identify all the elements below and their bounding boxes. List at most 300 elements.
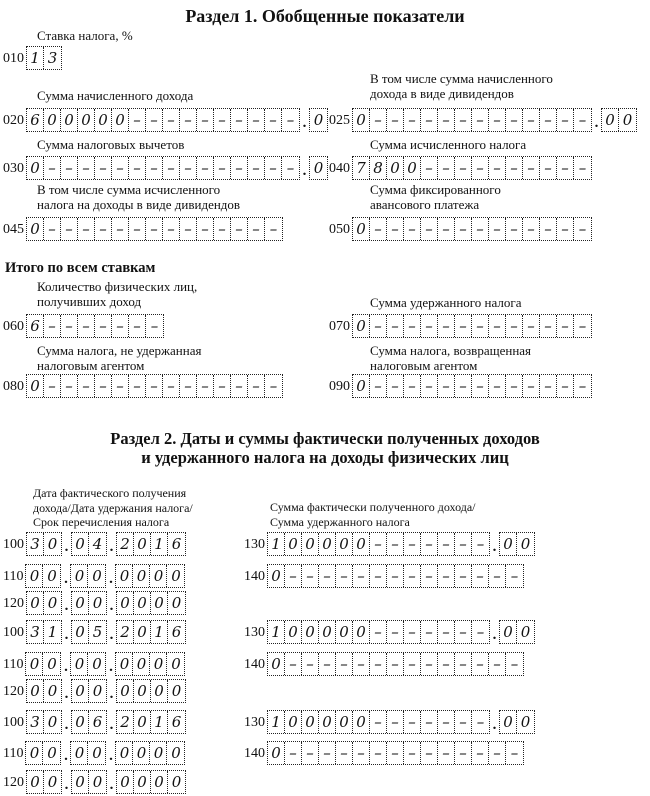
digit-cell[interactable]: 0 xyxy=(319,533,336,555)
digit-cell[interactable]: – xyxy=(231,375,248,397)
digit-cell[interactable]: 0 xyxy=(27,680,44,702)
digit-cell[interactable]: – xyxy=(146,375,163,397)
digit-cell[interactable]: – xyxy=(370,315,387,337)
digit-cell[interactable]: 0 xyxy=(336,621,353,643)
digit-cell[interactable]: 3 xyxy=(27,621,44,643)
digit-cell[interactable]: – xyxy=(44,375,61,397)
digit-cell[interactable]: 7 xyxy=(353,157,370,179)
digit-cell[interactable]: 0 xyxy=(27,375,44,397)
digit-cell[interactable]: 0 xyxy=(44,109,61,131)
digit-cell[interactable]: – xyxy=(472,565,489,587)
digit-cell[interactable]: – xyxy=(163,218,180,240)
digit-cell[interactable]: – xyxy=(370,565,387,587)
digit-cell[interactable]: – xyxy=(404,533,421,555)
digit-cell[interactable]: – xyxy=(129,218,146,240)
digit-cell[interactable]: – xyxy=(146,218,163,240)
digit-cell[interactable]: – xyxy=(455,533,472,555)
digit-cell[interactable]: 6 xyxy=(27,315,44,337)
digit-cell[interactable]: – xyxy=(112,375,129,397)
digit-cell[interactable]: – xyxy=(438,375,455,397)
digit-cell[interactable]: 0 xyxy=(171,567,181,585)
digit-cell[interactable]: – xyxy=(231,109,248,131)
digit-cell[interactable]: – xyxy=(557,109,574,131)
digit-cell[interactable]: – xyxy=(163,109,180,131)
digit-cell[interactable]: – xyxy=(370,711,387,733)
digit-cell[interactable]: – xyxy=(214,375,231,397)
digit-cell[interactable]: – xyxy=(285,742,302,764)
digit-cell[interactable]: – xyxy=(387,375,404,397)
digit-cell[interactable]: – xyxy=(353,653,370,675)
digit-cell[interactable]: – xyxy=(438,711,455,733)
digit-cell[interactable]: 2 xyxy=(117,533,134,555)
digit-cell[interactable]: 0 xyxy=(268,565,285,587)
digit-cell[interactable]: 0 xyxy=(500,621,517,643)
digit-cell[interactable]: – xyxy=(557,218,574,240)
digit-cell[interactable]: – xyxy=(387,742,404,764)
digit-cell[interactable]: 0 xyxy=(336,711,353,733)
digit-cell[interactable]: 0 xyxy=(520,713,531,731)
digit-cell[interactable]: 0 xyxy=(47,682,58,700)
digit-cell[interactable]: – xyxy=(557,375,574,397)
digit-cell[interactable]: – xyxy=(438,742,455,764)
digit-cell[interactable]: – xyxy=(370,218,387,240)
digit-cell[interactable]: 0 xyxy=(134,771,151,793)
digit-cell[interactable]: – xyxy=(540,315,557,337)
digit-cell[interactable]: 0 xyxy=(47,773,58,791)
digit-cell[interactable]: 0 xyxy=(319,711,336,733)
digit-cell[interactable]: – xyxy=(455,711,472,733)
digit-cell[interactable]: – xyxy=(404,742,421,764)
digit-cell[interactable]: – xyxy=(129,375,146,397)
digit-cell[interactable]: – xyxy=(578,159,587,177)
digit-cell[interactable]: 0 xyxy=(133,565,150,587)
digit-cell[interactable]: – xyxy=(319,565,336,587)
digit-cell[interactable]: – xyxy=(387,621,404,643)
digit-cell[interactable]: 0 xyxy=(319,621,336,643)
digit-cell[interactable]: 0 xyxy=(602,109,619,131)
digit-cell[interactable]: 0 xyxy=(150,565,167,587)
digit-cell[interactable]: 3 xyxy=(27,533,44,555)
digit-cell[interactable]: – xyxy=(421,565,438,587)
digit-cell[interactable]: 0 xyxy=(112,109,129,131)
digit-cell[interactable]: 0 xyxy=(268,742,285,764)
digit-cell[interactable]: 4 xyxy=(92,535,103,553)
digit-cell[interactable]: 0 xyxy=(622,111,633,129)
digit-cell[interactable]: – xyxy=(269,220,278,238)
digit-cell[interactable]: – xyxy=(302,742,319,764)
digit-cell[interactable]: – xyxy=(472,315,489,337)
digit-cell[interactable]: – xyxy=(523,375,540,397)
digit-cell[interactable]: – xyxy=(404,711,421,733)
digit-cell[interactable]: 0 xyxy=(27,771,44,793)
digit-cell[interactable]: – xyxy=(472,109,489,131)
digit-cell[interactable]: – xyxy=(387,653,404,675)
digit-cell[interactable]: 0 xyxy=(47,535,58,553)
digit-cell[interactable]: 0 xyxy=(285,621,302,643)
digit-cell[interactable]: 0 xyxy=(353,533,370,555)
digit-cell[interactable]: – xyxy=(387,109,404,131)
digit-cell[interactable]: – xyxy=(370,742,387,764)
digit-cell[interactable]: 0 xyxy=(27,592,44,614)
digit-cell[interactable]: – xyxy=(197,109,214,131)
digit-cell[interactable]: – xyxy=(95,315,112,337)
digit-cell[interactable]: – xyxy=(455,109,472,131)
digit-cell[interactable]: – xyxy=(421,653,438,675)
digit-cell[interactable]: – xyxy=(180,109,197,131)
digit-cell[interactable]: 0 xyxy=(92,567,102,585)
digit-cell[interactable]: – xyxy=(231,157,248,179)
digit-cell[interactable]: 6 xyxy=(27,109,44,131)
digit-cell[interactable]: – xyxy=(265,157,282,179)
digit-cell[interactable]: 0 xyxy=(72,533,89,555)
digit-cell[interactable]: – xyxy=(387,711,404,733)
digit-cell[interactable]: 0 xyxy=(151,680,168,702)
digit-cell[interactable]: – xyxy=(455,218,472,240)
digit-cell[interactable]: 0 xyxy=(134,711,151,733)
digit-cell[interactable]: – xyxy=(129,157,146,179)
digit-cell[interactable]: – xyxy=(557,157,574,179)
digit-cell[interactable]: 0 xyxy=(47,567,57,585)
digit-cell[interactable]: – xyxy=(472,742,489,764)
digit-cell[interactable]: 0 xyxy=(171,594,182,612)
digit-cell[interactable]: – xyxy=(506,109,523,131)
digit-cell[interactable]: 1 xyxy=(151,621,168,643)
digit-cell[interactable]: 0 xyxy=(47,713,58,731)
digit-cell[interactable]: – xyxy=(387,533,404,555)
digit-cell[interactable]: 0 xyxy=(520,623,531,641)
digit-cell[interactable]: – xyxy=(95,375,112,397)
digit-cell[interactable]: 0 xyxy=(171,655,181,673)
digit-cell[interactable]: 0 xyxy=(26,565,43,587)
digit-cell[interactable]: 1 xyxy=(268,621,285,643)
digit-cell[interactable]: – xyxy=(404,375,421,397)
digit-cell[interactable]: 0 xyxy=(72,621,89,643)
digit-cell[interactable]: – xyxy=(197,375,214,397)
digit-cell[interactable]: – xyxy=(438,653,455,675)
digit-cell[interactable]: 0 xyxy=(171,744,181,762)
digit-cell[interactable]: – xyxy=(112,315,129,337)
digit-cell[interactable]: 0 xyxy=(313,111,324,129)
digit-cell[interactable]: 0 xyxy=(268,653,285,675)
digit-cell[interactable]: 6 xyxy=(171,623,182,641)
digit-cell[interactable]: 0 xyxy=(500,533,517,555)
digit-cell[interactable]: 0 xyxy=(92,594,103,612)
digit-cell[interactable]: 0 xyxy=(71,565,88,587)
digit-cell[interactable]: 2 xyxy=(117,711,134,733)
digit-cell[interactable]: – xyxy=(146,109,163,131)
digit-cell[interactable]: – xyxy=(319,742,336,764)
digit-cell[interactable]: – xyxy=(438,218,455,240)
digit-cell[interactable]: – xyxy=(163,157,180,179)
digit-cell[interactable]: – xyxy=(489,375,506,397)
digit-cell[interactable]: – xyxy=(286,111,295,129)
digit-cell[interactable]: – xyxy=(353,742,370,764)
digit-cell[interactable]: 0 xyxy=(134,621,151,643)
digit-cell[interactable]: – xyxy=(421,218,438,240)
digit-cell[interactable]: – xyxy=(129,109,146,131)
digit-cell[interactable]: 0 xyxy=(116,565,133,587)
digit-cell[interactable]: 0 xyxy=(116,653,133,675)
digit-cell[interactable]: – xyxy=(146,157,163,179)
digit-cell[interactable]: – xyxy=(180,157,197,179)
digit-cell[interactable]: – xyxy=(265,109,282,131)
digit-cell[interactable]: – xyxy=(61,315,78,337)
digit-cell[interactable]: – xyxy=(129,315,146,337)
digit-cell[interactable]: – xyxy=(370,375,387,397)
digit-cell[interactable]: – xyxy=(95,218,112,240)
digit-cell[interactable]: – xyxy=(248,109,265,131)
digit-cell[interactable]: 1 xyxy=(268,533,285,555)
digit-cell[interactable]: – xyxy=(472,218,489,240)
digit-cell[interactable]: – xyxy=(510,655,519,673)
digit-cell[interactable]: – xyxy=(286,159,295,177)
digit-cell[interactable]: 0 xyxy=(117,680,134,702)
digit-cell[interactable]: – xyxy=(476,713,485,731)
digit-cell[interactable]: 0 xyxy=(171,682,182,700)
digit-cell[interactable]: – xyxy=(302,653,319,675)
digit-cell[interactable]: – xyxy=(248,375,265,397)
digit-cell[interactable]: – xyxy=(438,109,455,131)
digit-cell[interactable]: – xyxy=(285,565,302,587)
digit-cell[interactable]: – xyxy=(370,621,387,643)
digit-cell[interactable]: – xyxy=(421,711,438,733)
digit-cell[interactable]: – xyxy=(540,375,557,397)
digit-cell[interactable]: – xyxy=(78,218,95,240)
digit-cell[interactable]: 1 xyxy=(47,623,58,641)
digit-cell[interactable]: – xyxy=(421,109,438,131)
digit-cell[interactable]: – xyxy=(523,315,540,337)
digit-cell[interactable]: 0 xyxy=(117,771,134,793)
digit-cell[interactable]: – xyxy=(197,157,214,179)
digit-cell[interactable]: 5 xyxy=(92,623,103,641)
digit-cell[interactable]: – xyxy=(578,111,587,129)
digit-cell[interactable]: – xyxy=(455,157,472,179)
digit-cell[interactable]: – xyxy=(489,565,506,587)
digit-cell[interactable]: – xyxy=(269,377,278,395)
digit-cell[interactable]: – xyxy=(472,653,489,675)
digit-cell[interactable]: – xyxy=(438,157,455,179)
digit-cell[interactable]: – xyxy=(489,742,506,764)
digit-cell[interactable]: – xyxy=(578,317,587,335)
digit-cell[interactable]: – xyxy=(472,157,489,179)
digit-cell[interactable]: – xyxy=(44,157,61,179)
digit-cell[interactable]: 0 xyxy=(116,742,133,764)
digit-cell[interactable]: 0 xyxy=(72,711,89,733)
digit-cell[interactable]: – xyxy=(404,565,421,587)
digit-cell[interactable]: – xyxy=(197,218,214,240)
digit-cell[interactable]: 0 xyxy=(520,535,531,553)
digit-cell[interactable]: 0 xyxy=(404,157,421,179)
digit-cell[interactable]: 0 xyxy=(285,711,302,733)
digit-cell[interactable]: – xyxy=(248,157,265,179)
digit-cell[interactable]: 0 xyxy=(72,680,89,702)
digit-cell[interactable]: – xyxy=(353,565,370,587)
digit-cell[interactable]: 0 xyxy=(61,109,78,131)
digit-cell[interactable]: – xyxy=(523,109,540,131)
digit-cell[interactable]: 0 xyxy=(47,744,57,762)
digit-cell[interactable]: 6 xyxy=(171,535,182,553)
digit-cell[interactable]: – xyxy=(506,218,523,240)
digit-cell[interactable]: – xyxy=(455,742,472,764)
digit-cell[interactable]: – xyxy=(387,315,404,337)
digit-cell[interactable]: – xyxy=(489,315,506,337)
digit-cell[interactable]: – xyxy=(319,653,336,675)
digit-cell[interactable]: 0 xyxy=(92,682,103,700)
digit-cell[interactable]: – xyxy=(455,375,472,397)
digit-cell[interactable]: – xyxy=(510,567,519,585)
digit-cell[interactable]: – xyxy=(231,218,248,240)
digit-cell[interactable]: 0 xyxy=(171,773,182,791)
digit-cell[interactable]: 0 xyxy=(285,533,302,555)
digit-cell[interactable]: – xyxy=(510,744,519,762)
digit-cell[interactable]: – xyxy=(78,315,95,337)
digit-cell[interactable]: – xyxy=(78,375,95,397)
digit-cell[interactable]: – xyxy=(506,157,523,179)
digit-cell[interactable]: 0 xyxy=(117,592,134,614)
digit-cell[interactable]: – xyxy=(476,623,485,641)
digit-cell[interactable]: 0 xyxy=(92,744,102,762)
digit-cell[interactable]: 0 xyxy=(72,771,89,793)
digit-cell[interactable]: 0 xyxy=(72,592,89,614)
digit-cell[interactable]: 1 xyxy=(27,47,44,69)
digit-cell[interactable]: 0 xyxy=(95,109,112,131)
digit-cell[interactable]: – xyxy=(540,218,557,240)
digit-cell[interactable]: – xyxy=(404,315,421,337)
digit-cell[interactable]: – xyxy=(421,621,438,643)
digit-cell[interactable]: 1 xyxy=(268,711,285,733)
digit-cell[interactable]: – xyxy=(404,653,421,675)
digit-cell[interactable]: 0 xyxy=(47,594,58,612)
digit-cell[interactable]: 3 xyxy=(27,711,44,733)
digit-cell[interactable]: 0 xyxy=(336,533,353,555)
digit-cell[interactable]: – xyxy=(455,621,472,643)
digit-cell[interactable]: – xyxy=(421,533,438,555)
digit-cell[interactable]: 0 xyxy=(353,375,370,397)
digit-cell[interactable]: – xyxy=(180,375,197,397)
digit-cell[interactable]: – xyxy=(285,653,302,675)
digit-cell[interactable]: 1 xyxy=(151,533,168,555)
digit-cell[interactable]: – xyxy=(455,315,472,337)
digit-cell[interactable]: 0 xyxy=(353,218,370,240)
digit-cell[interactable]: 0 xyxy=(26,653,43,675)
digit-cell[interactable]: 0 xyxy=(134,680,151,702)
digit-cell[interactable]: – xyxy=(370,533,387,555)
digit-cell[interactable]: 0 xyxy=(92,773,103,791)
digit-cell[interactable]: – xyxy=(523,218,540,240)
digit-cell[interactable]: 0 xyxy=(353,315,370,337)
digit-cell[interactable]: – xyxy=(489,653,506,675)
digit-cell[interactable]: 0 xyxy=(26,742,43,764)
digit-cell[interactable]: 0 xyxy=(133,742,150,764)
digit-cell[interactable]: – xyxy=(455,653,472,675)
digit-cell[interactable]: – xyxy=(476,535,485,553)
digit-cell[interactable]: – xyxy=(506,315,523,337)
digit-cell[interactable]: 0 xyxy=(353,621,370,643)
digit-cell[interactable]: – xyxy=(489,218,506,240)
digit-cell[interactable]: 0 xyxy=(151,592,168,614)
digit-cell[interactable]: 0 xyxy=(134,592,151,614)
digit-cell[interactable]: – xyxy=(78,157,95,179)
digit-cell[interactable]: – xyxy=(404,109,421,131)
digit-cell[interactable]: 6 xyxy=(171,713,182,731)
digit-cell[interactable]: – xyxy=(302,565,319,587)
digit-cell[interactable]: 6 xyxy=(92,713,103,731)
digit-cell[interactable]: – xyxy=(61,218,78,240)
digit-cell[interactable]: – xyxy=(540,109,557,131)
digit-cell[interactable]: 0 xyxy=(71,653,88,675)
digit-cell[interactable]: – xyxy=(370,653,387,675)
digit-cell[interactable]: – xyxy=(578,377,587,395)
digit-cell[interactable]: – xyxy=(44,218,61,240)
digit-cell[interactable]: 0 xyxy=(353,711,370,733)
digit-cell[interactable]: – xyxy=(578,220,587,238)
digit-cell[interactable]: – xyxy=(112,157,129,179)
digit-cell[interactable]: – xyxy=(150,317,159,335)
digit-cell[interactable]: – xyxy=(387,218,404,240)
digit-cell[interactable]: 3 xyxy=(47,49,58,67)
digit-cell[interactable]: – xyxy=(61,375,78,397)
digit-cell[interactable]: – xyxy=(421,375,438,397)
digit-cell[interactable]: – xyxy=(523,157,540,179)
digit-cell[interactable]: – xyxy=(438,565,455,587)
digit-cell[interactable]: – xyxy=(455,565,472,587)
digit-cell[interactable]: – xyxy=(489,157,506,179)
digit-cell[interactable]: 0 xyxy=(78,109,95,131)
digit-cell[interactable]: 0 xyxy=(387,157,404,179)
digit-cell[interactable]: – xyxy=(112,218,129,240)
digit-cell[interactable]: – xyxy=(404,218,421,240)
digit-cell[interactable]: – xyxy=(44,315,61,337)
digit-cell[interactable]: – xyxy=(506,375,523,397)
digit-cell[interactable]: – xyxy=(489,109,506,131)
digit-cell[interactable]: 0 xyxy=(71,742,88,764)
digit-cell[interactable]: – xyxy=(370,109,387,131)
digit-cell[interactable]: – xyxy=(421,315,438,337)
digit-cell[interactable]: – xyxy=(404,621,421,643)
digit-cell[interactable]: – xyxy=(438,621,455,643)
digit-cell[interactable]: 0 xyxy=(27,157,44,179)
digit-cell[interactable]: – xyxy=(540,157,557,179)
digit-cell[interactable]: 0 xyxy=(313,159,324,177)
digit-cell[interactable]: – xyxy=(163,375,180,397)
digit-cell[interactable]: – xyxy=(214,157,231,179)
digit-cell[interactable]: 0 xyxy=(302,711,319,733)
digit-cell[interactable]: – xyxy=(387,565,404,587)
digit-cell[interactable]: – xyxy=(438,315,455,337)
digit-cell[interactable]: 0 xyxy=(302,621,319,643)
digit-cell[interactable]: 8 xyxy=(370,157,387,179)
digit-cell[interactable]: – xyxy=(438,533,455,555)
digit-cell[interactable]: – xyxy=(61,157,78,179)
digit-cell[interactable]: – xyxy=(214,109,231,131)
digit-cell[interactable]: – xyxy=(95,157,112,179)
digit-cell[interactable]: 0 xyxy=(500,711,517,733)
digit-cell[interactable]: – xyxy=(180,218,197,240)
digit-cell[interactable]: 0 xyxy=(47,655,57,673)
digit-cell[interactable]: 0 xyxy=(134,533,151,555)
digit-cell[interactable]: – xyxy=(214,218,231,240)
digit-cell[interactable]: – xyxy=(336,742,353,764)
digit-cell[interactable]: – xyxy=(421,157,438,179)
digit-cell[interactable]: – xyxy=(336,653,353,675)
digit-cell[interactable]: – xyxy=(248,218,265,240)
digit-cell[interactable]: – xyxy=(421,742,438,764)
digit-cell[interactable]: 2 xyxy=(117,621,134,643)
digit-cell[interactable]: 1 xyxy=(151,711,168,733)
digit-cell[interactable]: – xyxy=(557,315,574,337)
digit-cell[interactable]: 0 xyxy=(133,653,150,675)
digit-cell[interactable]: – xyxy=(336,565,353,587)
